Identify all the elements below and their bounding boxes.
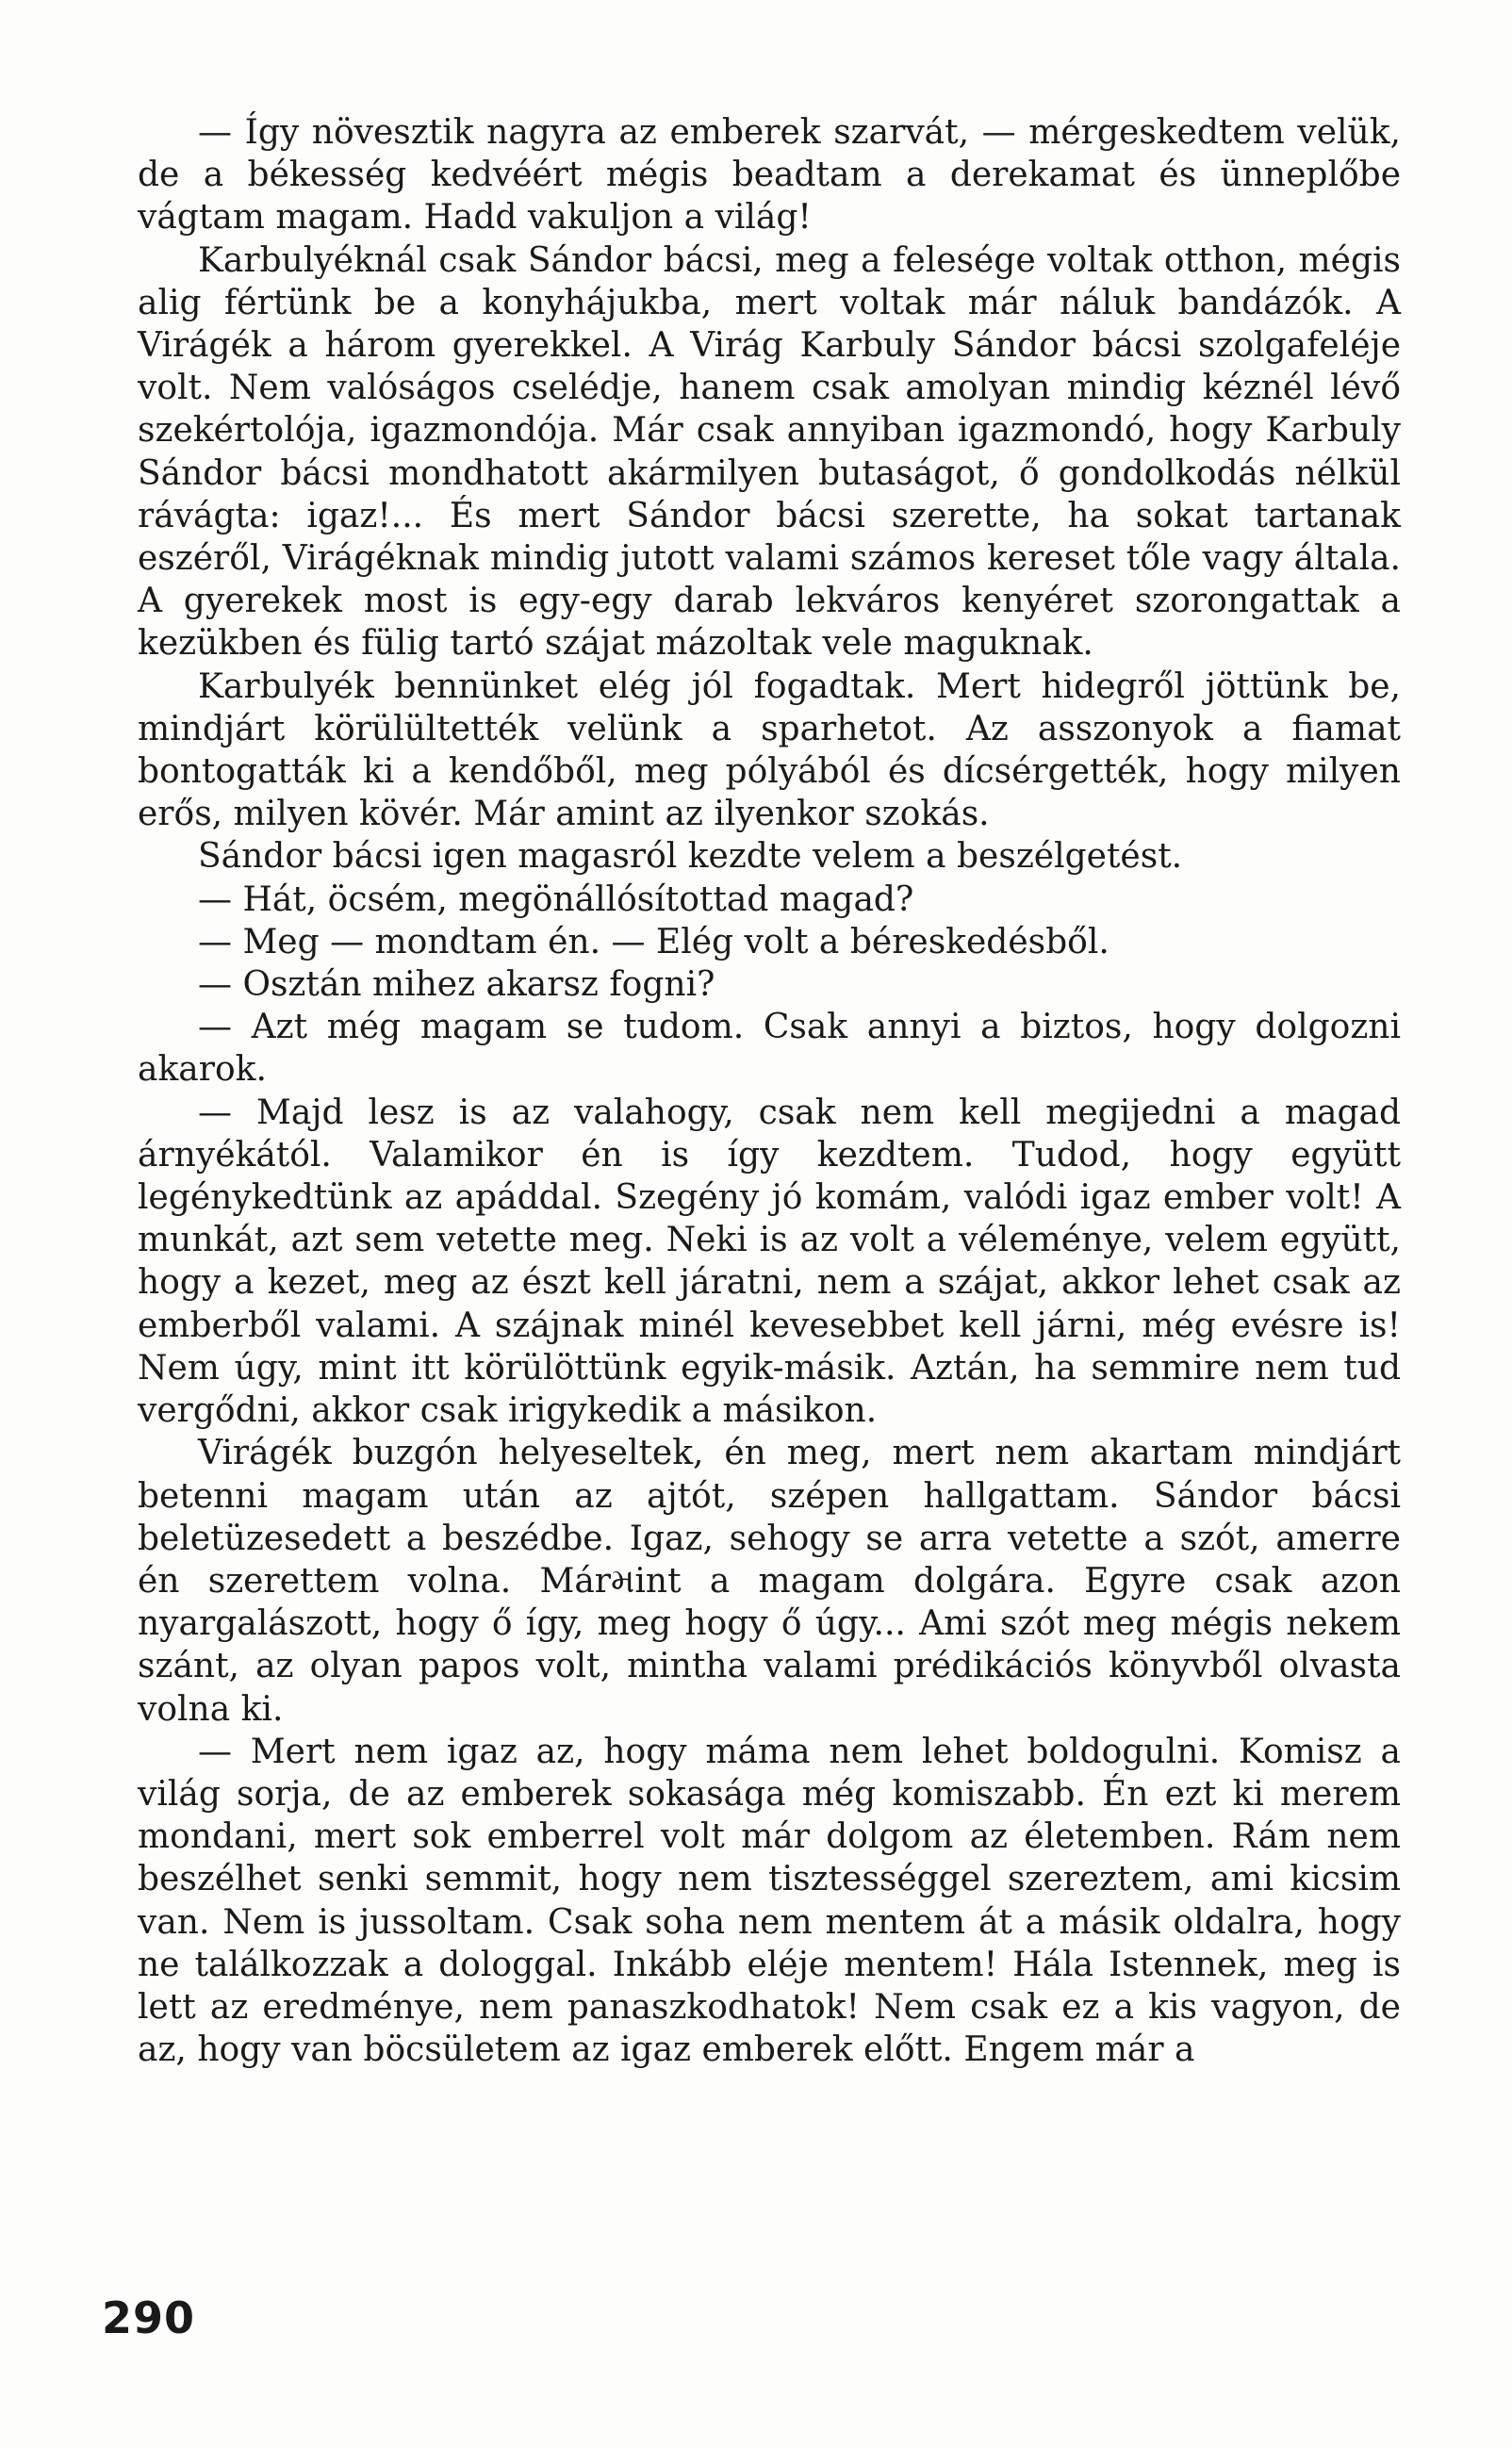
paragraph: — Osztán mihez akarsz fogni? <box>198 965 715 1005</box>
paragraph: — Mert nem igaz az, hogy máma nem lehet boldogulni. Komisz a világ sorja, de az emberek sokasága még komiszabb. Én ezt ki merem mondani, mert sok emberrel volt már dolgom az életemben. Rám nem beszélhet senki semmit, hogy nem tisztességgel szereztem, ami kicsim van. Nem is jussoltam. Csak soha nem mentem át a másik oldalra, hogy ne találkozzak a dologgal. Inkább eléje mentem! Hála Istennek, meg is lett az eredménye, nem panaszkodhatok! Nem csak ez a kis vagyon, de az, hogy van böcsületem az igaz emberek előtt. Engem már a <box>138 1732 1401 2070</box>
paragraph: — Meg — mondtam én. — Elég volt a béreskedésből. <box>198 922 1109 961</box>
paragraph: — Hát, öcsém, megönállósítottad magad? <box>198 879 914 919</box>
paragraph: Sándor bácsi igen magasról kezdte velem a beszélgetést. <box>198 837 1183 877</box>
paragraph: — Azt még magam se tudom. Csak annyi a biztos, hogy dolgozni akarok. <box>138 1008 1401 1090</box>
paragraph: Karbulyéknál csak Sándor bácsi, meg a felesége voltak otthon, mégis alig fértünk be a konyhájukba, mert voltak már náluk bandázók. A Virágék a három gyerekkel. A Virág Karbuly Sándor bácsi szolgafeléje volt. Nem valóságos cselédje, hanem csak amolyan mindig kéznél lévő szekértolója, igazmondója. Már csak annyiban igazmondó, hogy Karbuly Sándor bácsi mondhatott akármilyen butaságot, ő gondolkodás nélkül rávágta: igaz!... És mert Sándor bácsi szerette, ha sokat tartanak eszéről, Virágéknak mindig jutott valami számos kereset tőle vagy általa. A gyerekek most is egy-egy darab lekváros kenyéret szorongattak a kezükben és fülig tartó szájat mázoltak vele maguknak. <box>138 240 1401 664</box>
paragraph: Virágék buzgón helyeseltek, én meg, mert nem akartam mindjárt betenni magam után az ajtót, szépen hallgattam. Sándor bácsi beletüzesedett a beszédbe. Igaz, sehogy se arra vetette a szót, amerre én szerettem volna. Márમint a magam dolgára. Egyre csak azon nyargalászott, hogy ő így, meg hogy ő úgy... Ami szót meg mégis nekem szánt, az olyan papos volt, mintha valami prédikációs könyvből olvasta volna ki. <box>138 1434 1401 1729</box>
paragraph: — Majd lesz is az valahogy, csak nem kell megijedni a magad árnyékától. Valamikor én is így kezdtem. Tudod, hogy együtt legénykedtünk az apáddal. Szegény jó komám, valódi igaz ember volt! A munkát, azt sem vetette meg. Neki is az volt a véleménye, velem együtt, hogy a kezet, meg az észt kell járatni, nem a szájat, akkor lehet csak az emberből valami. A szájnak minél kevesebbet kell járni, még evésre is! Nem úgy, mint itt körülöttünk egyik-másik. Aztán, ha semmire nem tud vergődni, akkor csak irigykedik a másikon. <box>138 1093 1401 1431</box>
paragraph: Karbulyék bennünket elég jól fogadtak. Mert hidegről jöttünk be, mindjárt körülültették velünk a sparhetot. Az asszonyok a fiamat bontogatták ki a kendőből, meg pólyából és dícsérgették, hogy milyen erős, milyen kövér. Már amint az ilyenkor szokás. <box>138 666 1401 834</box>
body-text <box>138 111 1401 2071</box>
page-number: 290 <box>102 2292 196 2343</box>
paragraph: — Így növesztik nagyra az emberek szarvát, — mérgeskedtem velük, de a békesség kedvéért mégis beadtam a derekamat és ünneplőbe vágtam magam. Hadd vakuljon a világ! <box>138 113 1401 238</box>
